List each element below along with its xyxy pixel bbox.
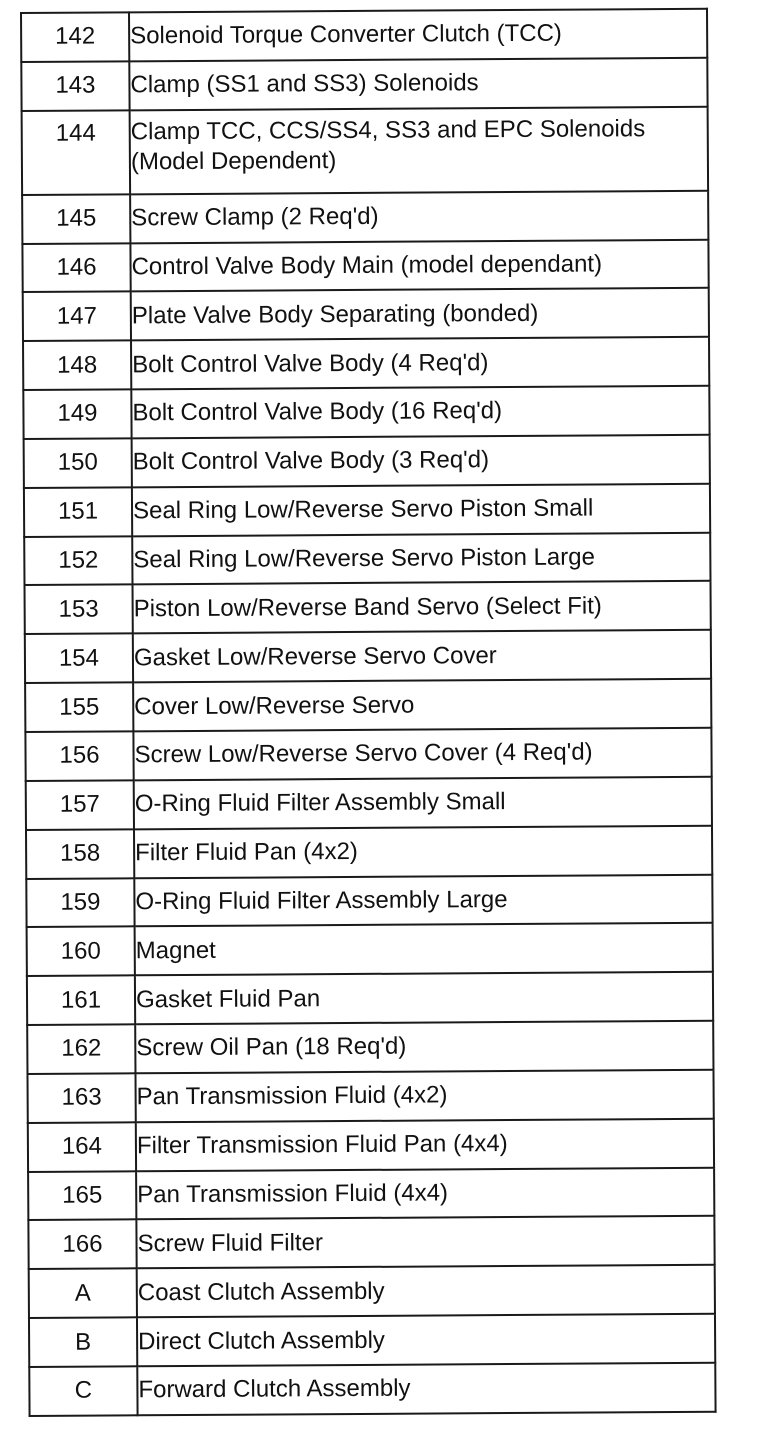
part-description: Bolt Control Valve Body (3 Req'd) [132, 435, 710, 487]
part-description: Bolt Control Valve Body (4 Req'd) [131, 337, 709, 389]
part-number: 166 [28, 1220, 136, 1270]
table-row [25, 630, 711, 683]
table-row [22, 106, 709, 194]
part-description: Gasket Fluid Pan [135, 972, 713, 1024]
part-letter: A [29, 1269, 137, 1319]
part-number: 142 [21, 12, 129, 62]
part-number: 153 [25, 585, 133, 635]
part-description: O-Ring Fluid Filter Assembly Small [134, 777, 712, 829]
part-description: Filter Fluid Pan (4x2) [134, 825, 712, 877]
table-row [26, 825, 712, 878]
parts-table-body [21, 9, 716, 1416]
part-number: 145 [22, 194, 130, 244]
part-letter: C [29, 1366, 137, 1416]
table-row [23, 337, 709, 390]
part-letter: B [29, 1317, 137, 1367]
part-description: Magnet [135, 923, 713, 975]
part-number: 147 [23, 292, 131, 342]
table-row [25, 581, 711, 634]
part-number: 162 [27, 1024, 135, 1074]
part-number: 158 [26, 829, 134, 879]
part-number: 148 [23, 341, 131, 391]
parts-legend-sheet [20, 8, 715, 1417]
part-number: 159 [26, 878, 134, 928]
table-row [27, 972, 713, 1025]
table-row [22, 239, 708, 292]
part-number: 154 [25, 634, 133, 684]
parts-legend-table [20, 8, 717, 1417]
table-row [27, 1070, 713, 1123]
part-description: Pan Transmission Fluid (4x2) [135, 1070, 713, 1122]
part-number: 163 [27, 1073, 135, 1123]
table-row [27, 1021, 713, 1074]
part-description: Gasket Low/Reverse Servo Cover [133, 630, 711, 682]
table-row [23, 288, 709, 341]
part-number: 164 [28, 1122, 136, 1172]
part-description: Pan Transmission Fluid (4x4) [136, 1167, 714, 1219]
part-number: 144 [22, 110, 131, 195]
part-number: 161 [27, 976, 135, 1026]
part-number: 150 [24, 438, 132, 488]
part-description: Screw Clamp (2 Req'd) [130, 190, 708, 242]
table-row [29, 1363, 715, 1416]
part-description: Screw Low/Reverse Servo Cover (4 Req'd) [133, 728, 711, 780]
table-row [25, 728, 711, 781]
part-number: 146 [22, 243, 130, 293]
table-row [24, 484, 710, 537]
part-number: 156 [25, 731, 133, 781]
part-number: 151 [24, 487, 132, 537]
part-number: 157 [26, 780, 134, 830]
part-description: Seal Ring Low/Reverse Servo Piston Small [132, 484, 710, 536]
part-number: 160 [27, 927, 135, 977]
part-description: Clamp TCC, CCS/SS4, SS3 and EPC Solenoids (Model Dependent) [130, 106, 709, 194]
part-description: Forward Clutch Assembly [137, 1363, 715, 1415]
part-number: 152 [24, 536, 132, 586]
part-description: Clamp (SS1 and SS3) Solenoids [129, 58, 707, 110]
table-row [25, 679, 711, 732]
part-description: Screw Fluid Filter [136, 1216, 714, 1268]
table-row [29, 1314, 715, 1367]
table-row [28, 1119, 714, 1172]
part-description: Cover Low/Reverse Servo [133, 679, 711, 731]
table-row [28, 1167, 714, 1220]
part-description: Direct Clutch Assembly [137, 1314, 715, 1366]
part-description: Coast Clutch Assembly [137, 1265, 715, 1317]
part-number: 143 [21, 61, 129, 111]
table-row [26, 777, 712, 830]
table-row [21, 58, 707, 111]
part-description: Bolt Control Valve Body (16 Req'd) [131, 386, 709, 438]
part-number: 149 [23, 389, 131, 439]
part-description: Plate Valve Body Separating (bonded) [131, 288, 709, 340]
part-description: Seal Ring Low/Reverse Servo Piston Large [132, 532, 710, 584]
part-description: Piston Low/Reverse Band Servo (Select Fit) [133, 581, 711, 633]
part-number: 165 [28, 1171, 136, 1221]
table-row [24, 435, 710, 488]
table-row [22, 190, 708, 243]
part-description: Filter Transmission Fluid Pan (4x4) [136, 1119, 714, 1171]
table-row [29, 1265, 715, 1318]
part-description: Solenoid Torque Converter Clutch (TCC) [129, 9, 707, 61]
table-row [28, 1216, 714, 1269]
table-row [26, 874, 712, 927]
part-number: 155 [25, 682, 133, 732]
table-row [24, 532, 710, 585]
part-description: Screw Oil Pan (18 Req'd) [135, 1021, 713, 1073]
table-row [23, 386, 709, 439]
part-description: Control Valve Body Main (model dependant) [130, 239, 708, 291]
table-row [27, 923, 713, 976]
table-row [21, 9, 707, 62]
part-description: O-Ring Fluid Filter Assembly Large [134, 874, 712, 926]
